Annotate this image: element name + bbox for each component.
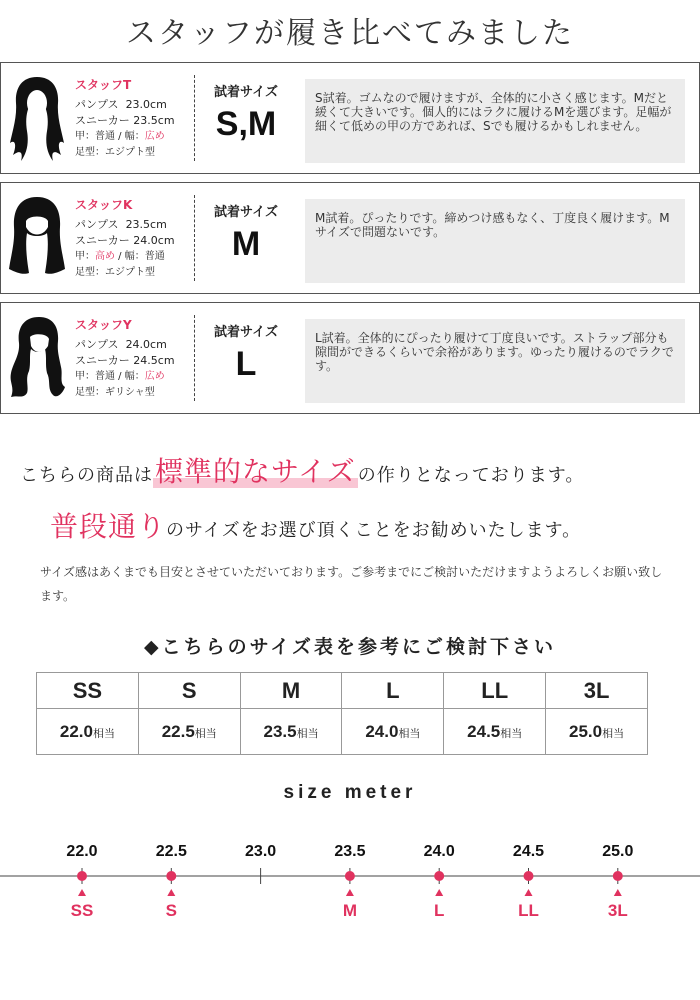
staff-name: スタッフY xyxy=(75,318,132,332)
size-table-value-row xyxy=(37,709,648,755)
staff-card xyxy=(0,182,700,294)
size-table xyxy=(36,672,648,755)
lead-line-1-emphasis: 標準的なサイズ xyxy=(155,455,356,488)
meter-marker-label: L xyxy=(434,901,445,920)
staff-comment: S試着。ゴムなので履けますが、全体的に小さく感じます。Mだと緩くて大きいです。個人的にはラクに履けるMを選びます。足幅が細くて低めの甲の方であれば、Sでも履けるかもしれません。 xyxy=(305,79,685,163)
size-table-size-cell: S xyxy=(138,673,240,709)
meter-marker-arrow xyxy=(167,889,175,896)
size-table-size-cell: M xyxy=(240,673,342,709)
meter-marker-label: LL xyxy=(518,901,539,920)
size-note: サイズ感はあくまでも目安とさせていただいております。ご参考までにご検討いただけますようよろしくお願い致します。 xyxy=(40,565,663,603)
meter-marker-dot xyxy=(345,871,355,881)
staff-pumps-size: パンプス 23.0cm xyxy=(75,98,167,111)
lead-line-1-post: の作りとなっております。 xyxy=(357,465,585,486)
meter-tick-label: 24.0 xyxy=(423,843,455,860)
lead-line-2-post: のサイズをお選び頂くことをお勧めいたします。 xyxy=(166,520,582,541)
meter-marker-label: S xyxy=(165,901,177,920)
meter-tick-label: 22.5 xyxy=(155,843,187,860)
size-table-value-cell: 23.5相当 xyxy=(240,709,342,755)
meter-tick-label: 25.0 xyxy=(602,843,634,860)
staff-info xyxy=(75,317,175,401)
card-divider xyxy=(194,75,195,161)
size-table-header-row xyxy=(37,673,648,709)
size-table-value-cell: 24.5相当 xyxy=(444,709,546,755)
lead-line-2 xyxy=(50,505,581,545)
size-table-value-cell: 24.0相当 xyxy=(342,709,444,755)
staff-foot-type: 足型：ギリシャ型 xyxy=(75,387,155,398)
meter-marker-dot xyxy=(613,871,623,881)
tried-size-label: 試着サイズ xyxy=(214,85,278,100)
staff-silhouette-icon xyxy=(7,193,67,283)
staff-info xyxy=(75,77,175,161)
lead-line-1-pre: こちらの商品は xyxy=(20,465,153,486)
staff-silhouette-icon xyxy=(7,73,67,163)
staff-card xyxy=(0,62,700,174)
staff-sneaker-size: スニーカー 24.0cm xyxy=(75,234,175,247)
staff-name: スタッフK xyxy=(75,198,133,212)
meter-tick-label: 23.5 xyxy=(334,843,366,860)
size-table-size-cell: SS xyxy=(37,673,139,709)
staff-card xyxy=(0,302,700,414)
tried-size-value: M xyxy=(231,225,261,263)
size-table-value-cell: 22.0相当 xyxy=(37,709,139,755)
size-table-value-cell: 22.5相当 xyxy=(138,709,240,755)
staff-instep-width: 甲：普通 / 幅：広め xyxy=(75,131,165,142)
size-table-size-cell: L xyxy=(342,673,444,709)
tried-size-value: S,M xyxy=(215,105,277,143)
staff-name: スタッフT xyxy=(75,78,132,92)
staff-pumps-size: パンプス 23.5cm xyxy=(75,218,167,231)
meter-marker-arrow xyxy=(614,889,622,896)
staff-info xyxy=(75,197,175,281)
size-table-value-cell: 25.0相当 xyxy=(546,709,648,755)
lead-line-2-emphasis: 普段通り xyxy=(50,510,167,543)
staff-silhouette-icon xyxy=(7,313,67,403)
staff-foot-type: 足型：エジプト型 xyxy=(75,147,155,158)
tried-size-value: L xyxy=(235,345,257,383)
meter-marker-dot xyxy=(524,871,534,881)
meter-marker-label: M xyxy=(342,901,357,920)
staff-instep-width: 甲：高め / 幅：普通 xyxy=(75,251,165,262)
staff-instep-width: 甲：普通 / 幅：広め xyxy=(75,371,165,382)
meter-marker-label: SS xyxy=(70,901,94,920)
staff-comment: L試着。全体的にぴったり履けて丁度良いです。ストラップ部分も隙間ができるくらいで余裕があります。ゆったり履けるのでラクです。 xyxy=(305,319,685,403)
size-table-title: ◆こちらのサイズ表を参考にご検討下さい xyxy=(143,636,557,658)
staff-pumps-size: パンプス 24.0cm xyxy=(75,338,167,351)
meter-marker-dot xyxy=(77,871,87,881)
staff-sneaker-size: スニーカー 24.5cm xyxy=(75,354,175,367)
staff-foot-type: 足型：エジプト型 xyxy=(75,267,155,278)
meter-tick-label: 23.0 xyxy=(245,843,277,860)
size-meter-title: size meter xyxy=(283,782,417,803)
meter-tick-label: 22.0 xyxy=(66,843,98,860)
meter-marker-label: 3L xyxy=(607,901,628,920)
card-divider xyxy=(194,195,195,281)
staff-comment: M試着。ぴったりです。締めつけ感もなく、丁度良く履けます。Mサイズで問題ないです。 xyxy=(305,199,685,283)
meter-marker-arrow xyxy=(525,889,533,896)
size-table-size-cell: 3L xyxy=(546,673,648,709)
tried-size-label: 試着サイズ xyxy=(214,205,278,220)
size-meter xyxy=(0,830,700,940)
tried-size-label: 試着サイズ xyxy=(214,325,278,340)
page-title: スタッフが履き比べてみました xyxy=(126,16,574,51)
meter-tick-label: 24.5 xyxy=(512,843,545,860)
meter-marker-dot xyxy=(434,871,444,881)
card-divider xyxy=(194,315,195,401)
meter-marker-dot xyxy=(166,871,176,881)
staff-sneaker-size: スニーカー 23.5cm xyxy=(75,114,175,127)
lead-line-1 xyxy=(20,450,700,490)
meter-marker-arrow xyxy=(78,889,86,896)
meter-marker-arrow xyxy=(346,889,354,896)
size-table-size-cell: LL xyxy=(444,673,546,709)
meter-marker-arrow xyxy=(435,889,443,896)
